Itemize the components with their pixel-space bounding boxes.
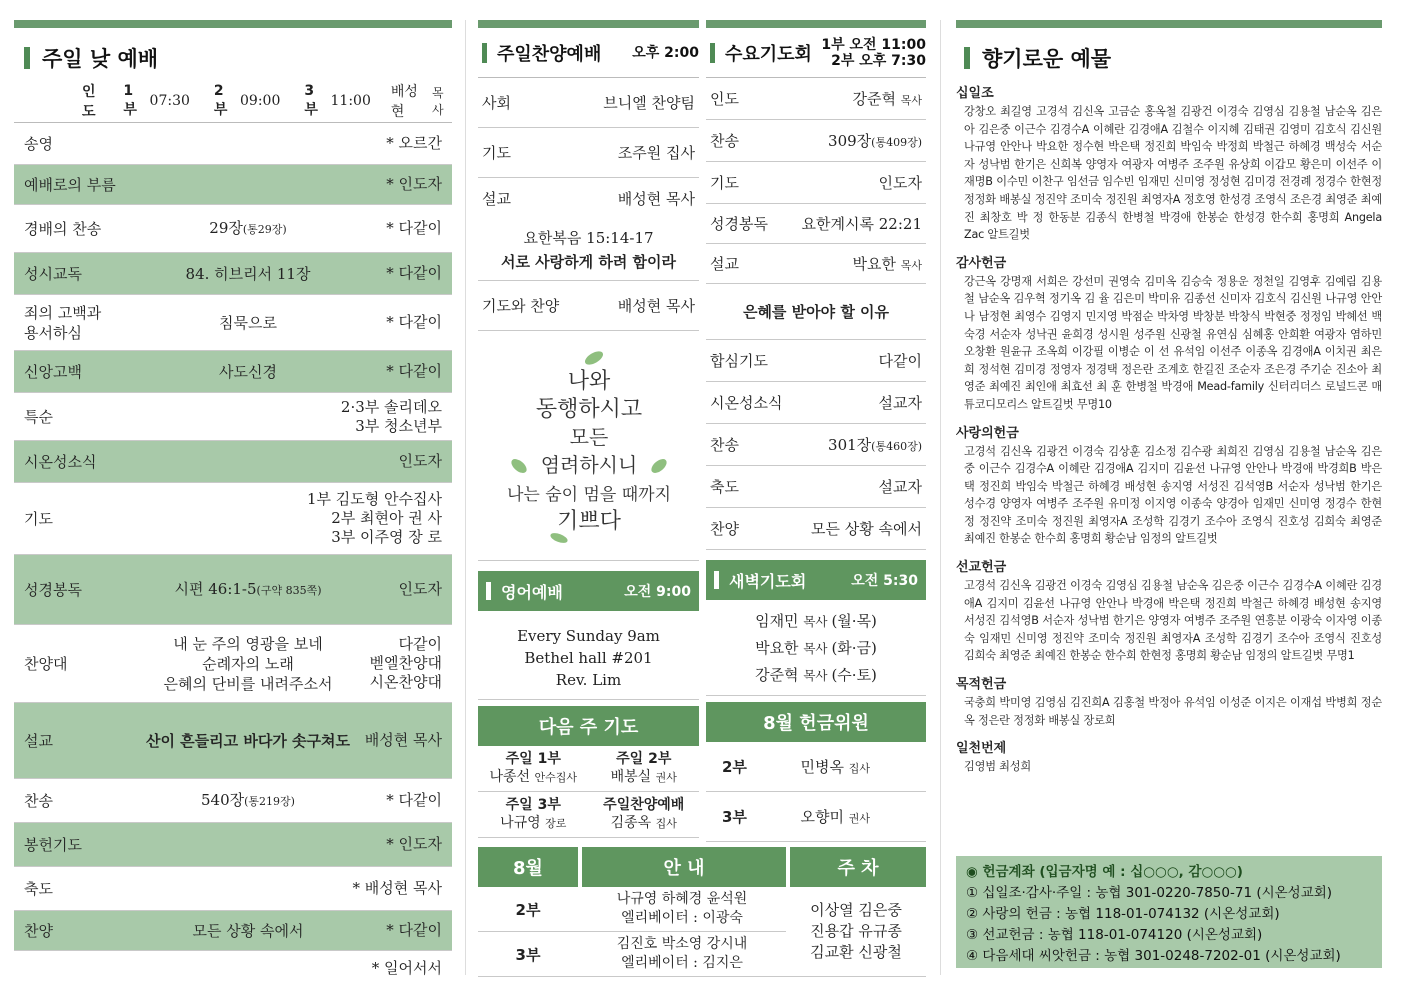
worship-order-row	[14, 823, 452, 867]
row-label: 기도	[482, 144, 511, 162]
divider	[940, 20, 941, 975]
order-leader: * 다같이	[386, 362, 442, 380]
title-marker	[486, 582, 491, 600]
parking-names: 김교환 신광철	[810, 943, 902, 961]
praise-row	[478, 128, 699, 178]
title-marker	[710, 43, 715, 63]
dawn-prayer-line	[706, 635, 926, 662]
next-prayer-name: 배봉실	[610, 769, 656, 785]
parking-title: 주 차	[790, 847, 926, 887]
dawn-prayer-header	[706, 560, 926, 600]
next-prayer-cell	[478, 746, 589, 792]
row-label: 축도	[710, 478, 739, 496]
order-leader: 다같이 벧엘찬양대 시온찬양대	[369, 635, 442, 691]
next-prayer-service: 주일 3부	[505, 797, 561, 813]
guide-body	[478, 887, 926, 977]
order-leader: * 다같이	[386, 264, 442, 282]
august-members: 나규영 하혜경 윤석원	[616, 891, 748, 907]
committee-name: 민병옥 집사	[800, 758, 870, 776]
worship-order-row	[14, 351, 452, 393]
order-label: 특순	[24, 407, 53, 426]
row-value: 309장(통409장)	[828, 132, 922, 150]
guide-header-row	[478, 847, 926, 887]
prayer-row	[478, 281, 699, 331]
sermon-title: 서로 사랑하게 하려 함이라	[500, 253, 677, 271]
next-prayer-service: 주일찬양예배	[603, 797, 685, 813]
worship-order-row	[14, 441, 452, 483]
order-label: 축도	[24, 879, 53, 898]
afternoon-praise-title: 주일찬양예배	[497, 43, 602, 65]
next-prayer-cell	[478, 792, 589, 838]
order-detail: 29장(통29장)	[209, 218, 287, 237]
row-value: 설교자	[878, 394, 922, 412]
order-detail: 시편 46:1-5(구약 835쪽)	[174, 579, 322, 598]
section-header	[478, 28, 699, 78]
offering-committee-block	[706, 702, 926, 842]
section-top-bar	[14, 20, 452, 28]
offering-group-names: 강근옥 강명재 서희은 강선미 권영숙 김미옥 김승숙 정용운 정천일 김영후 김예림 김용철 남순옥 김우혁 정기옥 김 율 김은미 박미유 김종선 신미자 김호식 김신원 나규영 안안나 남정현 최영수 김영지 민지영 박점순 박차영 박창분 박창식 박현중 정정임 박혜선 백숙경 서순자 성낙권 윤희경 성시원 성주원 신광철 유연심 심혜홍 안희환 여광자 염하민 오창환 원윤규 조옥희 이강필 이병순 이 선 유석임 이선주 이종옥 김경애A 이치권 최은희 정석현 김미경 정영자 정경택 정은란 조계호 한길진 조순자 조은경 주기순 진소아 최영준 최예진 최인애 최효선 최 훈 한병철 박경애 Mead-family 신터리더스 로널드콘 매튜코디모리스 알트길벗 무명10	[964, 274, 1382, 411]
offerings-section	[956, 20, 1382, 964]
order-leader: 2·3부 솔리데오 3부 청소년부	[340, 397, 442, 435]
worship-order-row	[14, 123, 452, 165]
dawn-prayer-title: 새벽기도회	[729, 571, 807, 591]
order-label: 성시교독	[24, 264, 82, 283]
standing-note: * 일어서서	[371, 959, 442, 977]
service-part-label: 3부	[304, 83, 318, 118]
row-label: 설교	[482, 189, 511, 208]
order-detail: 모든 상황 속에서	[192, 921, 304, 940]
row-value-title: 목사	[900, 259, 922, 272]
offering-group-title: 십일조	[956, 86, 994, 101]
calligraphy-line: 나는 숨이 멈을 때까지	[506, 484, 671, 505]
dawn-prayer-time: 오전 5:30	[851, 573, 918, 589]
order-detail: 산이 흔들리고 바다가 솟구쳐도	[145, 731, 351, 750]
calligraphy-art	[478, 331, 699, 561]
dawn-prayer-line	[706, 608, 926, 635]
dawn-name: 박요한	[755, 639, 804, 657]
wednesday-row	[706, 244, 926, 284]
offering-group-title: 목적헌금	[956, 677, 1007, 693]
order-label: 찬송	[24, 791, 53, 810]
title-marker	[24, 47, 30, 69]
row-label: 합심기도	[710, 352, 768, 370]
afternoon-praise-section	[478, 20, 699, 838]
order-leader: * 인도자	[386, 175, 442, 193]
service-part-time: 09:00	[240, 93, 281, 109]
offering-group-names: 강창오 최길영 고경석 김신옥 고금순 홍옥철 김광건 이경숙 김영심 김용철 남순옥 김은아 김은중 이근수 김경수A 이혜란 김경애A 김철수 이지혜 김태권 김영미 김호식 김신원 나규영 안안나 박요한 정수현 박은택 정진희 박임숙 박정희 박철근 하혜경 백성숙 서순자 성낙범 한기은 신희복 양영자 여광자 여병주 조주원 유상희 이갑모 황은미 이선주 이재명B 이수민 이찬구 임선금 임수빈 임재민 신미영 정성현 김미경 전경례 정경수 한현정 정정화 배봉실 정진약 조미숙 정진원 최영자A 정호영 한성경 조영식 조은경 최영준 최예진 최창호 박 정 한동분 김종식 한병철 박경애 한봉순 한성경 한수희 홍명희 Angela Zac 알트길벗	[964, 105, 1382, 242]
wednesday-prayer-times	[821, 37, 926, 69]
section-top-bar	[706, 20, 926, 28]
order-label: 봉헌기도	[24, 835, 82, 854]
august-row	[478, 932, 786, 977]
worship-order-row	[14, 703, 452, 779]
order-leader: 인도자	[398, 452, 442, 470]
august-row	[478, 887, 786, 932]
calligraphy-line: 나와	[567, 368, 610, 394]
committee-role: 집사	[848, 762, 870, 775]
wednesday-prayer-title: 수요기도회	[725, 43, 812, 65]
offering-group-names: 국충희 박미영 김영심 김진희A 김홍철 박정아 유석임 이성준 이지은 이재섭 박병희 정순옥 정은란 정정화 배봉실 장로희	[964, 696, 1382, 727]
row-value: 배성현 목사	[617, 189, 695, 208]
dawn-days: (수·토)	[831, 666, 877, 684]
title-marker	[714, 571, 719, 589]
english-worship-header	[478, 571, 699, 611]
august-part: 2부	[515, 900, 541, 919]
order-detail-note: (구약 835쪽)	[256, 583, 322, 597]
title-marker	[482, 43, 487, 63]
account-line: ④ 다음세대 씨앗헌금 : 농협 301-0248-7202-01 (시온성교회)	[966, 948, 1341, 964]
order-label: 성경봉독	[24, 580, 82, 599]
divider	[465, 20, 466, 975]
row-label: 시온성소식	[710, 394, 783, 412]
offering-group	[956, 82, 1382, 244]
section-title	[710, 37, 926, 69]
row-label: 설교	[710, 255, 739, 273]
section-title	[956, 42, 1382, 74]
section-top-bar	[478, 20, 699, 28]
row-value: 모든 상황 속에서	[811, 520, 922, 538]
service-part-time: 11:00	[330, 93, 371, 109]
time-first: 1부 오전 11:00	[821, 36, 926, 53]
august-names	[578, 935, 786, 973]
row-value: 다같이	[878, 352, 922, 370]
worship-order-row	[14, 205, 452, 253]
time-second: 2부 오후 7:30	[831, 52, 926, 69]
worship-order-row	[14, 393, 452, 441]
worship-order-row	[14, 483, 452, 555]
title-marker	[964, 47, 970, 69]
order-label: 송영	[24, 134, 53, 153]
service-times	[14, 83, 452, 120]
august-title: 8월	[478, 847, 578, 887]
row-value: 브니엘 찬양팀	[603, 94, 695, 112]
order-label: 기도	[24, 509, 53, 528]
offering-group	[956, 422, 1382, 549]
order-leader: * 배성현 목사	[352, 879, 442, 897]
row-label: 찬양	[710, 520, 739, 538]
row-label: 인도	[710, 90, 739, 108]
next-prayer-cell	[589, 746, 700, 792]
offering-group-title: 사랑의헌금	[956, 425, 1019, 441]
section-header	[706, 28, 926, 78]
service-leader-title: 목사	[431, 86, 444, 117]
august-elevator: 엘리베이터 : 김지은	[621, 955, 743, 971]
offering-group	[956, 737, 1382, 776]
order-leader: 1부 김도형 안수집사 2부 최현아 권 사 3부 이주영 장 로	[306, 490, 442, 546]
order-detail: 내 눈 주의 영광을 보네 순례자의 노래 은혜의 단비를 내려주소서	[163, 634, 333, 693]
english-worship-title: 영어예배	[501, 582, 563, 602]
calligraphy-line: 동행하시고	[535, 396, 642, 422]
calligraphy-line: 모든	[569, 424, 608, 449]
row-label: 사회	[482, 94, 511, 112]
service-part-label: 인도	[82, 84, 96, 120]
committee-row	[706, 742, 926, 792]
wed-sermon-block	[706, 284, 926, 340]
row-value: 배성현 목사	[617, 297, 695, 315]
order-label: 시온성소식	[24, 452, 97, 471]
wednesday-row	[706, 424, 926, 466]
dawn-role: 목사	[803, 641, 832, 656]
row-value: 강준혁 목사	[852, 90, 922, 108]
worship-order-list	[14, 122, 452, 951]
sunday-worship-title: 주일 낮 예배	[42, 47, 159, 71]
section-title	[482, 40, 699, 66]
offering-group-names: 고경석 김신옥 김광건 이경숙 김상훈 김소정 김수광 최희진 김영심 김용철 남순옥 김은중 이근수 김경수A 이혜란 김경애A 김지미 김윤선 나규영 안안나 박경애 박경희B 박은택 정진희 박임숙 박철근 하혜경 배성현 송지영 서성진 김석영B 서순자 성낙범 한기은 성수경 양영자 여병주 조주원 유미정 이지영 이종숙 양경아 임재민 신미영 정경수 한현정 정진약 조미숙 정진원 최영자A 조성학 김경기 조수아 조영식 진호성 김희숙 최영준 최예진 한봉순 한수희 홍명희 황순남 임정의 알트길벗	[964, 444, 1382, 546]
row-value: 인도자	[878, 174, 922, 192]
parking-names: 이상열 김은중	[810, 901, 902, 919]
english-worship-line: Bethel hall #201	[524, 649, 653, 667]
account-line: ③ 선교헌금 : 농협 118-01-074120 (시온성교회)	[966, 927, 1263, 943]
wednesday-row	[706, 466, 926, 508]
scripture: 요한복음 15:14-17	[523, 229, 654, 247]
calligraphy-line: 염려하시니	[540, 452, 637, 477]
dawn-days: (월·목)	[831, 612, 877, 630]
row-label: 기도와 찬양	[482, 297, 560, 315]
service-part-time: 07:30	[149, 93, 190, 109]
service-part-label: 2부	[213, 83, 228, 118]
offering-group-title: 선교헌금	[956, 560, 1007, 576]
wednesday-row	[706, 78, 926, 120]
offerings-title: 향기로운 예물	[982, 47, 1112, 71]
next-prayer-name: 김종옥	[610, 815, 656, 831]
order-leader: * 다같이	[386, 921, 442, 939]
worship-order-row	[14, 555, 452, 625]
row-value-note: (통460장)	[871, 440, 922, 453]
wednesday-row	[706, 340, 926, 382]
row-label: 성경봉독	[710, 215, 768, 233]
dawn-role: 목사	[803, 668, 832, 683]
wednesday-prayer-section	[706, 20, 926, 842]
next-prayer-name: 나종선	[489, 769, 535, 785]
order-leader: * 다같이	[386, 313, 442, 331]
calligraphy-line: 기쁘다	[556, 508, 621, 534]
order-detail-note: (통219장)	[244, 794, 295, 808]
next-prayer-role: 권사	[655, 771, 677, 784]
english-worship-block	[478, 571, 699, 700]
sunday-worship-section	[14, 20, 452, 978]
afternoon-praise-time: 오후 2:00	[632, 44, 699, 61]
leaf-calligraphy-illustration	[499, 346, 679, 546]
wednesday-row	[706, 204, 926, 244]
order-label: 예배로의 부름	[24, 175, 116, 194]
committee-part: 3부	[722, 808, 747, 826]
english-worship-line: Rev. Lim	[555, 671, 622, 689]
sermon-block	[478, 218, 699, 281]
account-line: ② 사랑의 헌금 : 농협 118-01-074132 (시온성교회)	[966, 906, 1280, 922]
dawn-role: 목사	[803, 614, 832, 629]
next-prayer-role: 집사	[655, 817, 677, 830]
order-detail: 침묵으로	[219, 313, 277, 332]
english-worship-line: Every Sunday 9am	[517, 627, 660, 645]
row-value-note: (통409장)	[871, 136, 922, 149]
wed-sermon-title: 은혜를 받아야 할 이유	[742, 302, 890, 321]
dawn-prayer-block	[706, 560, 926, 696]
order-label: 신앙고백	[24, 362, 82, 381]
next-prayer-cell	[589, 792, 700, 838]
row-value: 조주원 집사	[617, 144, 695, 162]
parking-names: 진용갑 유규종	[810, 922, 902, 940]
worship-order-row	[14, 253, 452, 295]
row-value: 요한계시록 22:21	[801, 215, 922, 233]
offering-group-names: 김영범 최성희	[964, 760, 1031, 774]
row-label: 찬송	[710, 436, 739, 454]
offering-account-box	[956, 856, 1382, 968]
offering-group-title: 일천번제	[956, 741, 1007, 757]
next-prayer-service: 주일 1부	[505, 751, 561, 767]
row-value: 설교자	[878, 478, 922, 496]
dawn-name: 임재민	[755, 612, 804, 630]
offering-group-title: 감사헌금	[956, 255, 1007, 271]
order-label: 찬양대	[24, 654, 68, 673]
committee-part: 2부	[722, 758, 747, 776]
next-prayer-block	[478, 706, 699, 838]
dawn-name: 강준혁	[755, 666, 804, 684]
section-top-bar	[956, 20, 1382, 28]
guide-section	[478, 847, 926, 977]
wednesday-row	[706, 162, 926, 204]
english-worship-time: 오전 9:00	[624, 584, 691, 600]
row-value: 박요한 목사	[852, 255, 922, 273]
offering-group	[956, 673, 1382, 729]
next-prayer-role: 장로	[545, 817, 567, 830]
order-detail: 사도신경	[219, 362, 277, 381]
next-prayer-service: 주일 2부	[616, 751, 672, 767]
order-detail: 540장(통219장)	[201, 790, 295, 809]
section-title	[14, 42, 452, 74]
row-label: 기도	[710, 174, 739, 192]
order-leader: 배성현 목사	[364, 731, 442, 749]
praise-row	[478, 78, 699, 128]
order-detail-note: (통29장)	[242, 222, 287, 236]
next-prayer-role: 안수집사	[534, 771, 578, 784]
wednesday-row	[706, 508, 926, 550]
order-label: 설교	[24, 731, 53, 750]
guide-title: 안 내	[582, 847, 786, 887]
dawn-days: (화·금)	[831, 639, 877, 657]
wednesday-row	[706, 120, 926, 162]
august-names	[578, 890, 786, 928]
committee-row	[706, 792, 926, 842]
dawn-prayer-line	[706, 662, 926, 689]
order-label: 찬양	[24, 921, 53, 940]
worship-order-row	[14, 867, 452, 911]
order-leader: 인도자	[398, 580, 442, 598]
august-part: 3부	[515, 945, 541, 964]
worship-order-row	[14, 911, 452, 951]
offering-group	[956, 556, 1382, 665]
service-part-label: 1부	[123, 83, 137, 118]
committee-name: 오향미 권사	[800, 808, 870, 826]
wednesday-row	[706, 382, 926, 424]
worship-order-row	[14, 165, 452, 205]
order-detail: 84. 히브리서 11장	[185, 264, 311, 283]
offering-group-names: 고경석 김신옥 김광건 이경숙 김영심 김용철 남순옥 김은중 이근수 김경수A 이혜란 김경애A 김지미 김윤선 나규영 안안나 박경애 박은택 정진희 박철근 하혜경 배성현 송지영 서성진 김석영B 서순자 성낙범 한기은 양영자 여병주 조주원 연흥분 이광숙 이자영 이종숙 임재민 신미영 정진약 조미숙 정진원 최영자A 조성학 김경기 조수아 조영식 진호성 김희숙 최영준 최예진 한봉순 한수희 한현정 홍명희 황순남 임정의 알트길벗 무명1	[964, 579, 1382, 663]
next-prayer-name: 나규영	[500, 815, 546, 831]
committee-role: 권사	[848, 812, 870, 825]
praise-row	[478, 178, 699, 218]
offering-committee-title: 8월 헌금위원	[706, 702, 926, 742]
worship-order-row	[14, 779, 452, 823]
worship-order-row	[14, 625, 452, 703]
row-value: 301장(통460장)	[828, 436, 922, 454]
worship-order-row	[14, 295, 452, 351]
order-leader: * 오르간	[386, 134, 442, 152]
august-members: 김진호 박소영 강시내	[616, 936, 748, 952]
order-label: 경배의 찬송	[24, 219, 102, 238]
row-value-title: 목사	[900, 94, 922, 107]
order-leader: * 인도자	[386, 835, 442, 853]
order-leader: * 다같이	[386, 791, 442, 809]
service-leader: 배성현	[390, 84, 418, 120]
august-elevator: 엘리베이터 : 이광숙	[621, 910, 743, 926]
order-leader: * 다같이	[386, 219, 442, 237]
account-header: ◉ 헌금계좌 (입금자명 예 : 십○○○, 감○○○)	[966, 864, 1243, 880]
account-line: ① 십일조·감사·주일 : 농협 301-0220-7850-71 (시온성교회)	[966, 885, 1333, 901]
row-label: 찬송	[710, 132, 739, 150]
next-prayer-title: 다음 주 기도	[478, 706, 699, 746]
offering-group	[956, 252, 1382, 414]
order-label: 죄의 고백과 용서하심	[24, 303, 102, 342]
